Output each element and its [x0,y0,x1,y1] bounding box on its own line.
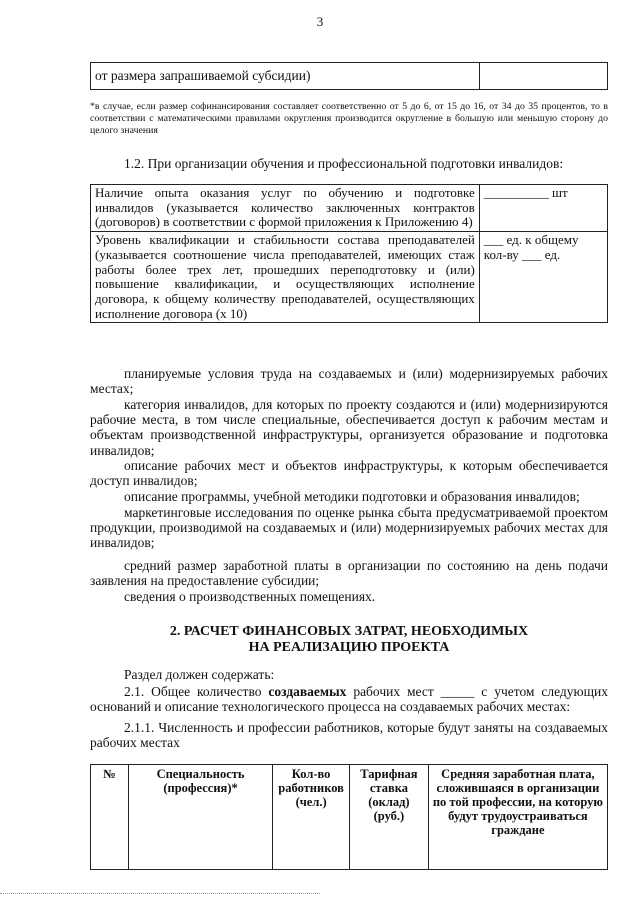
criterion-experience-value: __________ шт [479,185,607,232]
table-cell-empty [480,63,608,90]
subsidy-table-fragment [90,62,608,90]
section-2-heading [90,624,608,656]
text-run: рабочих мест _____ с учетом следующих оснований и описание технологического процесса на создаваемых рабочих местах: [90,684,608,715]
workers-table [90,764,608,870]
section-intro: Раздел должен содержать: [124,667,275,682]
footnote: *в случае, если размер софинансирования составляет соответственно от 5 до 6, от 15 до 16, от 34 до 35 процентов, то в соответствии с математическими правилами округления производится округление в большую или меньшую сторону до целого значения [90,101,608,136]
text-run: 2.1. Общее количество [124,684,269,699]
criterion-experience: Наличие опыта оказания услуг по обучению и подготовке инвалидов (указывается количество заключенных контрактов (договоров) в соответствии с формой приложения к Приложению 4) [91,185,480,232]
table-row [91,63,608,90]
scan-artifact-line [0,893,320,896]
section-heading-line: 2. РАСЧЕТ ФИНАНСОВЫХ ЗАТРАТ, НЕОБХОДИМЫХ [169,624,529,639]
paragraph: средний размер заработной платы в организации по состоянию на день подачи заявления на предоставление субсидии; [90,558,608,589]
page-number: 3 [316,14,324,29]
table-header-row [91,765,608,870]
section-heading-line: НА РЕАЛИЗАЦИЮ ПРОЕКТА [248,640,450,655]
paragraph: описание программы, учебной методики подготовки и образования инвалидов; [124,489,580,504]
table-row [91,232,608,323]
col-tariff-rate: Тарифная ставка (оклад) (руб.) [350,765,429,870]
paragraph: сведения о производственных помещениях. [124,589,376,604]
criterion-qualification: Уровень квалификации и стабильности состава преподавателей (указывается соотношение числа преподавателей, имеющих стаж работы более трех лет, прошедших переподготовку и (или) повышение квалификации, и осуществляющих исполнение договора, к общему количеству преподавателей, осуществляющих исполнение договора (х 10) [91,232,480,323]
paragraph: планируемые условия труда на создаваемых и (или) модернизируемых рабочих местах; [90,366,608,397]
bold-term: создаваемых [268,684,347,699]
paragraph: описание рабочих мест и объектов инфраструктуры, к которым обеспечивается доступ инвалидов; [90,458,608,489]
col-specialty: Специальность (профессия)* [128,765,272,870]
table-cell: от размера запрашиваемой субсидии) [91,63,480,90]
col-workers-count: Кол-во работников (чел.) [273,765,350,870]
col-average-salary: Средняя заработная плата, сложившаяся в организации по той профессии, на которую будут трудоустраиваться граждане [428,765,607,870]
training-criteria-table [90,184,608,323]
table-row [91,185,608,232]
paragraph-2-1 [90,684,608,714]
paragraph: категория инвалидов, для которых по проекту создаются и (или) модернизируются рабочие места, в том числе специальные, обеспечивается доступ к рабочим местам и объектам производственной инфраструктуры, организуется образование и подготовка инвалидов; [90,397,608,458]
col-number: № [91,765,129,870]
criterion-qualification-value: ___ ед. к общему кол-ву ___ ед. [479,232,607,323]
subheading-1-2: 1.2. При организации обучения и профессиональной подготовки инвалидов: [124,156,564,171]
paragraph: маркетинговые исследования по оценке рынка сбыта предусматриваемой проектом продукции, производимой на создаваемых и (или) модернизируемых рабочих местах для инвалидов; [90,505,608,551]
paragraph-2-1-1: 2.1.1. Численность и профессии работников, которые будут заняты на создаваемых рабочих местах [90,720,608,751]
